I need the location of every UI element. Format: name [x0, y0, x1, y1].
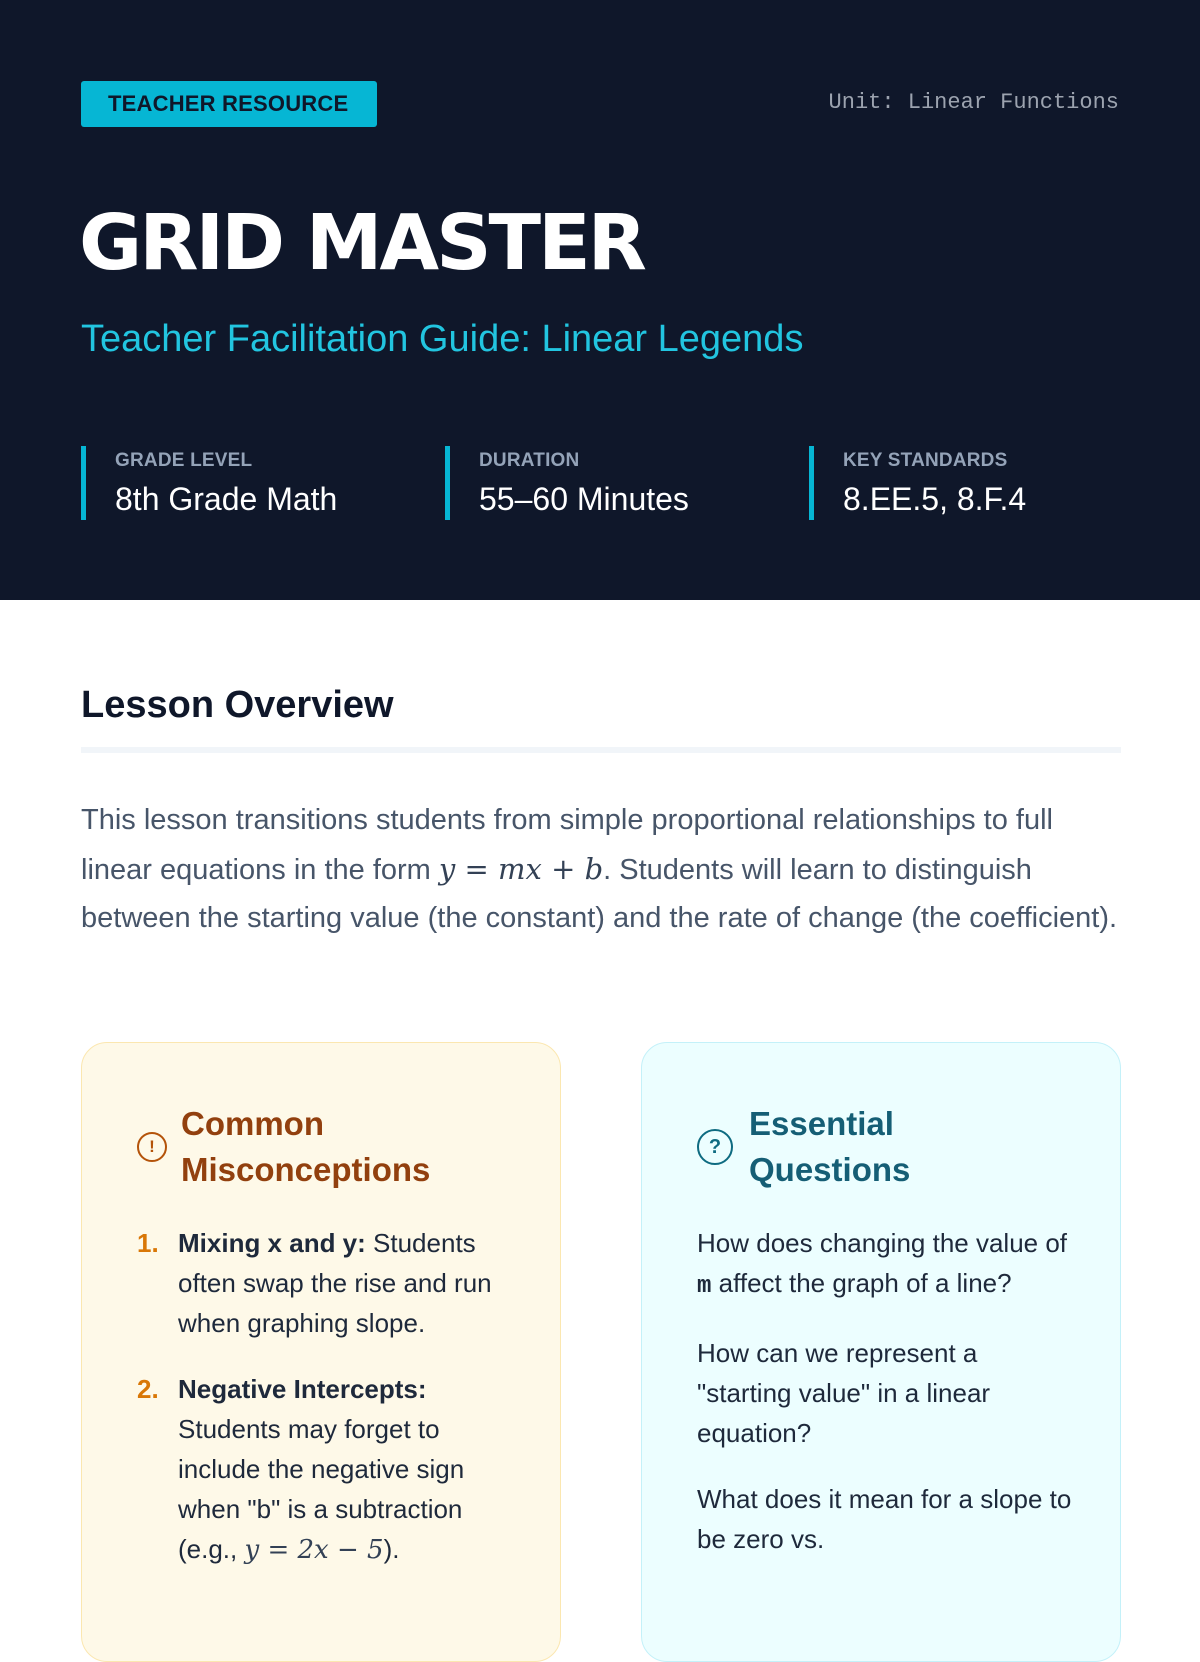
section-divider [81, 747, 1121, 753]
help-circle-icon: ? [697, 1129, 733, 1165]
meta-label: GRADE LEVEL [115, 450, 253, 471]
meta-label: KEY STANDARDS [843, 450, 1008, 471]
question-item [697, 1223, 1077, 1307]
alert-circle-icon: ! [137, 1132, 167, 1162]
overview-text: . Students will learn to distinguish between the starting value (the constant) and the rate of change (the coefficient). [81, 853, 1118, 934]
overview-paragraph [81, 796, 1131, 943]
question-text: How does changing the value of [697, 1228, 1068, 1258]
misconceptions-card [81, 1042, 561, 1662]
question-item: What does it mean for a slope to be zero vs. [697, 1484, 1072, 1554]
questions-list [697, 1223, 1077, 1585]
section-title: Lesson Overview [81, 684, 394, 726]
list-item-body: Students often swap the rise and run when graphing slope. [178, 1228, 492, 1338]
list-item-heading: Negative Intercepts: [178, 1374, 427, 1404]
list-item [137, 1369, 517, 1570]
card-title: Common Misconceptions [181, 1105, 431, 1188]
essential-questions-card [641, 1042, 1121, 1662]
equation: y = mx + b [438, 851, 604, 886]
meta-value: 8.EE.5, 8.F.4 [843, 481, 1027, 517]
card-header [137, 1101, 471, 1193]
list-item-text [178, 1223, 517, 1343]
hero-header [0, 0, 1200, 600]
overview-text: This lesson transitions students from simple proportional relationships to full linear equations in the form [81, 804, 1053, 886]
list-item-body: Students may forget to include the negative sign when "b" is a subtraction (e.g., [178, 1414, 465, 1564]
meta-grade-level [81, 446, 337, 520]
meta-duration [445, 446, 689, 520]
resource-badge: TEACHER RESOURCE [81, 81, 377, 127]
page-title: GRID MASTER [79, 199, 644, 288]
list-item-text [178, 1369, 517, 1570]
list-number: 1. [137, 1228, 159, 1258]
page-subtitle: Teacher Facilitation Guide: Linear Legends [81, 318, 804, 360]
inline-code: m [697, 1273, 712, 1300]
meta-value: 55–60 Minutes [479, 481, 689, 517]
equation: y = 2x − 5 [244, 1535, 384, 1565]
question-item: How can we represent a "starting value" in a linear equation? [697, 1338, 991, 1448]
meta-label: DURATION [479, 450, 580, 471]
misconceptions-list [137, 1223, 517, 1596]
list-number: 2. [137, 1374, 159, 1404]
list-item [137, 1223, 517, 1343]
card-header [697, 1101, 989, 1193]
list-item-body: ). [383, 1534, 400, 1564]
meta-value: 8th Grade Math [115, 481, 338, 517]
unit-label: Unit: Linear Functions [828, 90, 1119, 115]
meta-key-standards [809, 446, 1026, 520]
question-text: affect the graph of a line? [711, 1268, 1012, 1298]
list-item-heading: Mixing x and y: [178, 1228, 366, 1258]
card-title: Essential Questions [749, 1105, 911, 1188]
